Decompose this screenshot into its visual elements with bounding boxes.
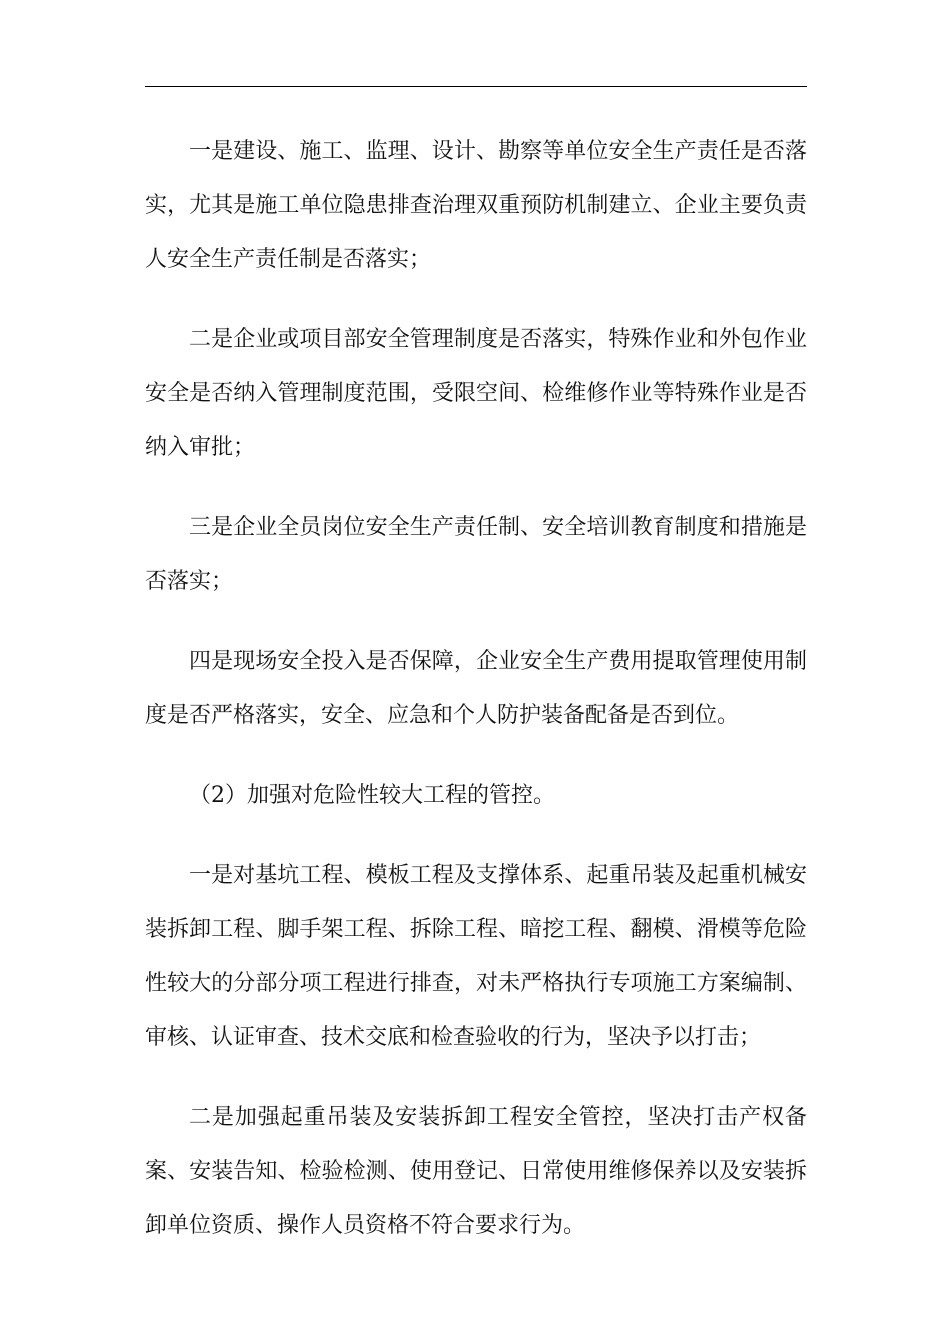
paragraph-2: 二是企业或项目部安全管理制度是否落实，特殊作业和外包作业安全是否纳入管理制度范围，受限空间、检维修作业等特殊作业是否纳入审批； [145,327,807,460]
section-heading-2: （2）加强对危险性较大工程的管控。 [189,783,555,808]
paragraph-6: 二是加强起重吊装及安装拆卸工程安全管控，坚决打击产权备案、安装告知、检验检测、使用登记、日常使用维修保养以及安装拆卸单位资质、操作人员资格不符合要求行为。 [145,1105,807,1238]
paragraph-1: 一是建设、施工、监理、设计、勘察等单位安全生产责任是否落实，尤其是施工单位隐患排查治理双重预防机制建立、企业主要负责人安全生产责任制是否落实； [145,139,807,272]
paragraph-3: 三是企业全员岗位安全生产责任制、安全培训教育制度和措施是否落实； [145,515,807,594]
paragraph-4: 四是现场安全投入是否保障，企业安全生产费用提取管理使用制度是否严格落实，安全、应急和个人防护装备配备是否到位。 [145,649,807,728]
header-rule [145,86,807,87]
paragraph-5: 一是对基坑工程、模板工程及支撑体系、起重吊装及起重机械安装拆卸工程、脚手架工程、拆除工程、暗挖工程、翻模、滑模等危险性较大的分部分项工程进行排查，对未严格执行专项施工方案编制、审核、认证审查、技术交底和检查验收的行为，坚决予以打击； [145,863,807,1050]
document-body [145,125,807,1279]
